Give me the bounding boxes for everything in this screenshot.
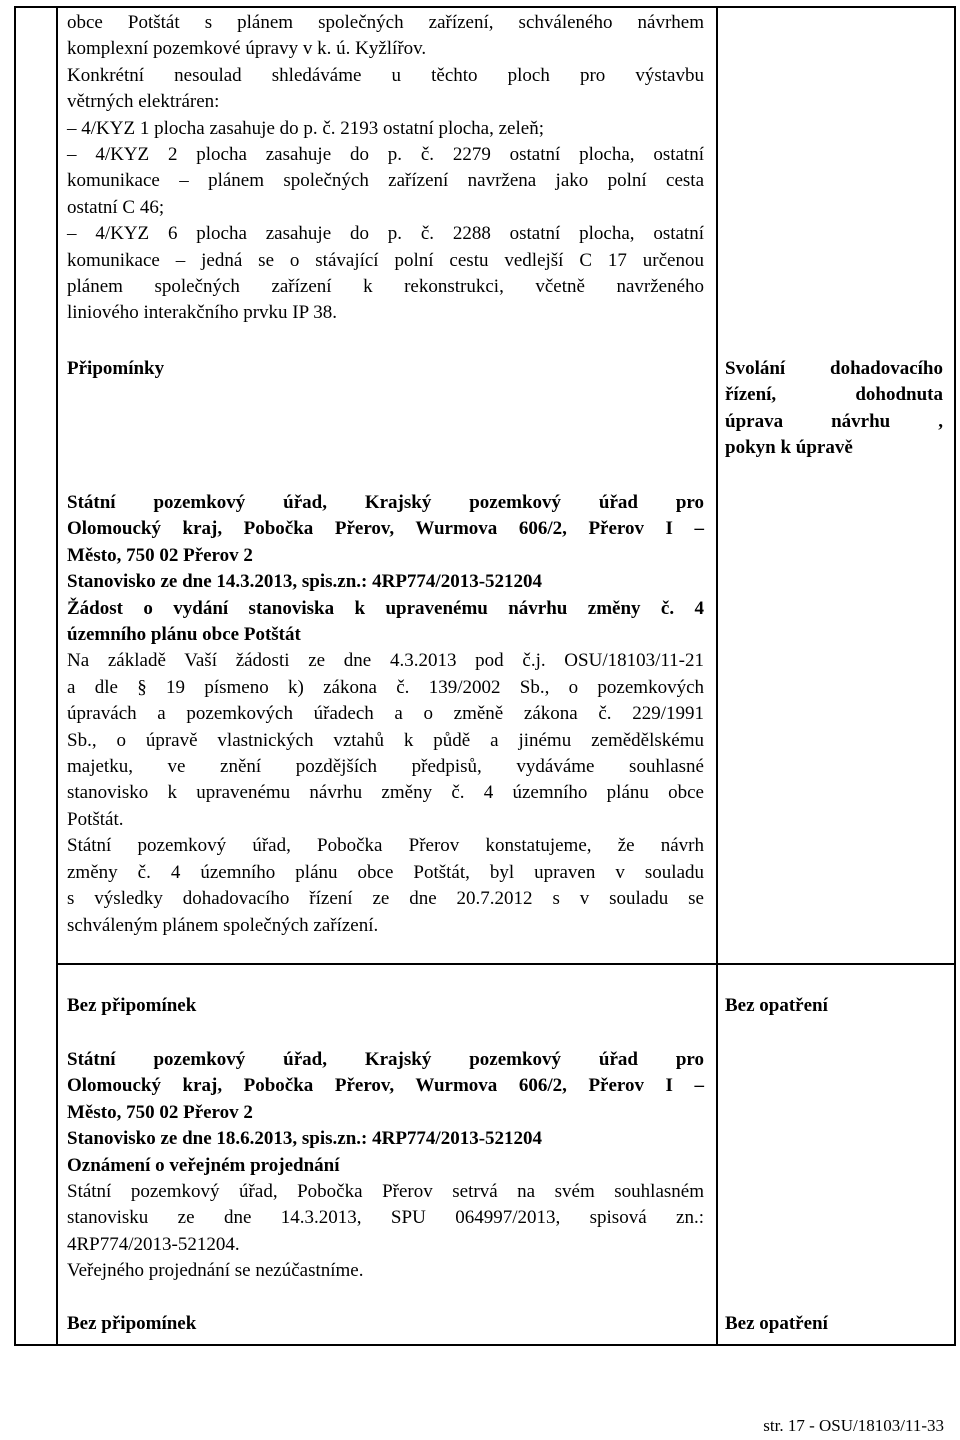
authority-line: Město, 750 02 Přerov 2 [67, 1101, 253, 1123]
text-line: komplexní pozemkové úpravy v k. ú. Kyžlířov. [67, 38, 427, 60]
text-line: – 4/KYZ 1 plocha zasahuje do p. č. 2193 ostatní plocha, zeleň; [67, 117, 544, 139]
no-action-label: Bez opatření [725, 995, 828, 1016]
body-line: s výsledky dohadovacího řízení ze dne 20.7.2012 s v souladu se [67, 888, 704, 910]
text-line: – 4/KYZ 2 plocha zasahuje do p. č. 2279 ostatní plocha, ostatní [67, 144, 704, 166]
side-action-line: Svolání dohadovacího [725, 358, 943, 379]
authority-line: Státní pozemkový úřad, Krajský pozemkový úřad pro [67, 1049, 704, 1070]
text-line: – 4/KYZ 6 plocha zasahuje do p. č. 2288 ostatní plocha, ostatní [67, 223, 704, 245]
side-action-line: úprava návrhu , [725, 410, 943, 432]
no-comments-label: Bez připomínek [67, 1313, 197, 1334]
body-line: Státní pozemkový úřad, Pobočka Přerov setrvá na svém souhlasném [67, 1181, 704, 1203]
text-line: větrných elektráren: [67, 91, 220, 113]
no-action-label: Bez opatření [725, 1313, 828, 1334]
body-line: stanovisko k upravenému návrhu změny č. 4 územního plánu obce [67, 782, 704, 804]
block1 [67, 10, 704, 327]
text-line: komunikace – plánem společných zařízení navržena jako polní cesta [67, 170, 704, 192]
block2 [67, 490, 704, 939]
text-line: plánem společných zařízení k rekonstrukci, včetně navrženého [67, 276, 704, 298]
text-line: obce Potštát s plánem společných zařízení, schváleného návrhem [67, 12, 704, 33]
text-line: ostatní C 46; [67, 196, 165, 218]
body-line: schváleným plánem společných zařízení. [67, 914, 379, 936]
side-action-line: pokyn k úpravě [725, 437, 853, 459]
block3 [67, 1047, 704, 1285]
side-action [725, 356, 943, 462]
body-line: Sb., o úpravě vlastnických vztahů k půdě a jinému zemědělskému [67, 729, 704, 751]
text-line: Konkrétní nesoulad shledáváme u těchto ploch pro výstavbu [67, 64, 704, 86]
body-line: 4RP774/2013-521204. [67, 1233, 240, 1255]
authority-line: Olomoucký kraj, Pobočka Přerov, Wurmova 606/2, Přerov I – [67, 1075, 704, 1097]
no-comments-label: Bez připomínek [67, 995, 197, 1016]
right-column-divider [716, 8, 718, 1344]
body-line: úpravách a pozemkových úřadech a o změně zákona č. 229/1991 [67, 703, 704, 725]
subject-line: Oznámení o veřejném projednání [67, 1154, 340, 1176]
body-line: stanovisku ze dne 14.3.2013, SPU 064997/2013, spisová zn.: [67, 1207, 704, 1229]
statement-line: Stanovisko ze dne 18.6.2013, spis.zn.: 4RP774/2013-521204 [67, 1128, 543, 1150]
row-divider [56, 963, 954, 965]
statement-line: Stanovisko ze dne 14.3.2013, spis.zn.: 4RP774/2013-521204 [67, 571, 543, 593]
side-action-line: řízení, dohodnuta [725, 384, 943, 406]
page-footer: str. 17 - OSU/18103/11-33 [763, 1416, 944, 1435]
left-column-divider [56, 8, 58, 1344]
body-line: Potštát. [67, 808, 124, 830]
body-line: a dle § 19 písmeno k) zákona č. 139/2002 Sb., o pozemkových [67, 676, 704, 698]
authority-line: Město, 750 02 Přerov 2 [67, 544, 253, 566]
authority-line: Olomoucký kraj, Pobočka Přerov, Wurmova 606/2, Přerov I – [67, 518, 704, 540]
text-line: liniového interakčního prvku IP 38. [67, 302, 337, 324]
body-line: změny č. 4 územního plánu obce Potštát, byl upraven v souladu [67, 861, 704, 883]
body-line: Státní pozemkový úřad, Pobočka Přerov konstatujeme, že návrh [67, 835, 704, 857]
body-line: majetku, ve znění pozdějších předpisů, vydáváme souhlasné [67, 756, 704, 778]
text-line: komunikace – jedná se o stávající polní cestu vedlejší C 17 určenou [67, 249, 704, 271]
body-line: Veřejného projednání se nezúčastníme. [67, 1260, 364, 1282]
authority-line: Státní pozemkový úřad, Krajský pozemkový úřad pro [67, 492, 704, 513]
body-line: Na základě Vaší žádosti ze dne 4.3.2013 pod č.j. OSU/18103/11-21 [67, 650, 704, 672]
subject-line: Žádost o vydání stanoviska k upravenému návrhu změny č. 4 [67, 597, 704, 619]
subject-line: územního plánu obce Potštát [67, 624, 301, 646]
comments-heading: Připomínky [67, 358, 165, 379]
